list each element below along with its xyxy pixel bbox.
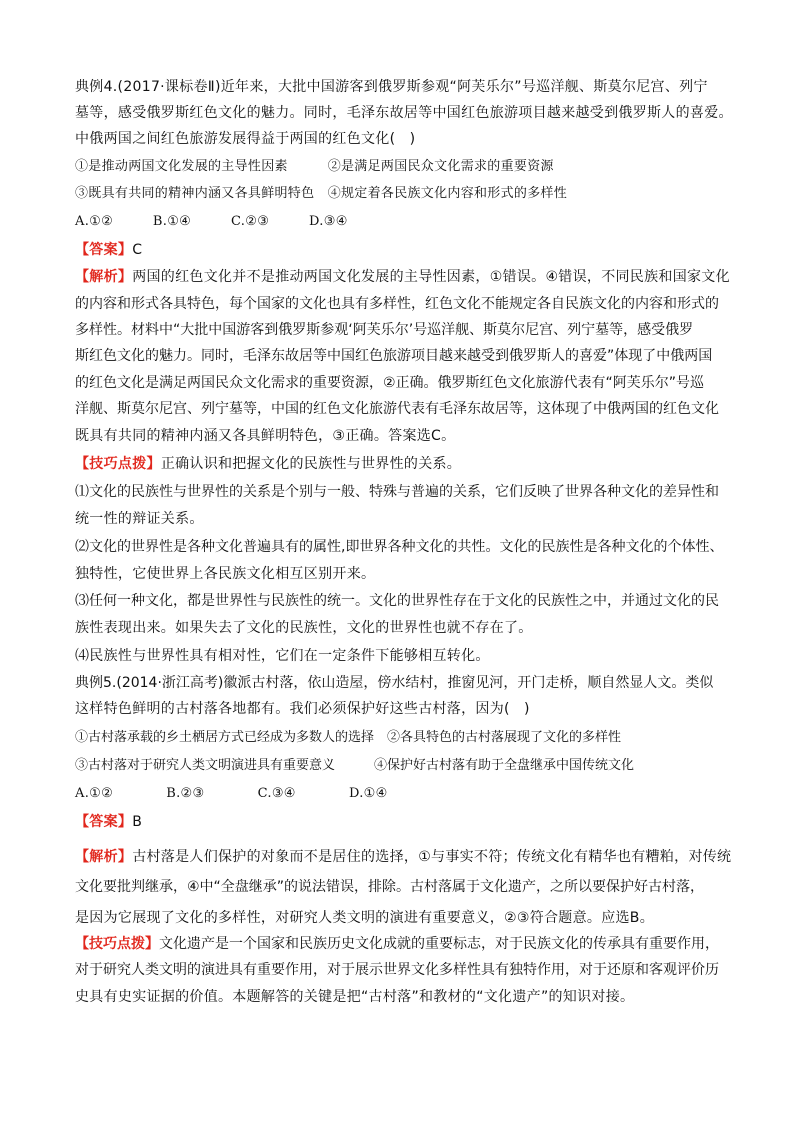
- example-5-question-line-2: 这样特色鲜明的古村落各地都有。我们必须保护好这些古村落，因为( ): [75, 701, 530, 717]
- example-5-answer: [75, 813, 142, 831]
- example-4-analysis-line-4: 斯红色文化的魅力。同时，毛泽东故居等中国红色旅游项目越来越受到俄罗斯人的喜爱”体现了中俄两国: [75, 348, 713, 364]
- example-4-tips-line-4: 独特性，它使世界上各民族文化相互区别开来。: [75, 566, 376, 582]
- example-5-tips-line-1: [75, 935, 719, 953]
- example-4-analysis-line-1: [75, 268, 730, 286]
- answer-value: C: [132, 242, 143, 258]
- tips-tag: 【技巧点拨】: [75, 936, 159, 952]
- tips-text: 文化遗产是一个国家和民族历史文化成就的重要标志，对于民族文化的传承具有重要作用，: [159, 936, 719, 952]
- example-4-tips-line-6: 族性表现出来。如果失去了文化的民族性，文化的世界性也就不存在了。: [75, 620, 533, 636]
- example-4-tips-line-7: ⑷民族性与世界性具有相对性，它们在一定条件下能够相互转化。: [75, 648, 490, 664]
- example-5-tips-line-2: 对于研究人类文明的演进具有重要作用，对于展示世界文化多样性具有独特作用，对于还原和客观评价历: [75, 962, 719, 978]
- example-4-tips-line-3: ⑵文化的世界性是各种文化普遍具有的属性,即世界各种文化的共性。文化的民族性是各种文化的个体性、: [75, 539, 724, 555]
- example-5-question-line-1: 典例5.(2014·浙江高考)徽派古村落，依山造屋，傍水结村，推窗见河，开门走桥，顺自然显人文。类似: [75, 675, 714, 691]
- example-4-question-line-2: 墓等，感受俄罗斯红色文化的魅力。同时，毛泽东故居等中国红色旅游项目越来越受到俄罗斯人的喜爱。: [75, 105, 733, 121]
- answer-tag: 【答案】: [75, 242, 133, 258]
- analysis-tag: 【解析】: [75, 849, 133, 865]
- example-4-tips-line-5: ⑶任何一种文化，都是世界性与民族性的统一。文化的世界性存在于文化的民族性之中，并通过文化的民: [75, 593, 719, 609]
- analysis-tag: 【解析】: [75, 269, 133, 285]
- example-4-analysis-line-5: 的红色文化是满足两国民众文化需求的重要资源，②正确。俄罗斯红色文化旅游代表有“阿芙乐尔”号巡: [75, 375, 705, 391]
- example-4-answer: [75, 241, 142, 259]
- analysis-text: 两国的红色文化并不是推动两国文化发展的主导性因素，①错误。④错误，不同民族和国家文化: [132, 269, 730, 285]
- example-4-analysis-line-7: 既具有共同的精神内涵又各具鲜明特色，③正确。答案选C。: [75, 428, 456, 444]
- answer-tag: 【答案】: [75, 814, 133, 830]
- example-4-choices: A.①② B.①④ C.②③ D.③④: [75, 214, 348, 229]
- example-5-tips-line-3: 史具有史实证据的价值。本题解答的关键是把“古村落”和教材的“文化遗产”的知识对接。: [75, 989, 635, 1005]
- example-4-question-line-3: 中俄两国之间红色旅游发展得益于两国的红色文化( ): [75, 131, 416, 147]
- example-4-tips-line-2: 统一性的辩证关系。: [75, 511, 204, 527]
- example-5-analysis-line-2: 文化要批判继承，④中“全盘继承”的说法错误，排除。古村落属于文化遗产，之所以要保护好古村落，: [75, 879, 705, 895]
- tips-text: 正确认识和把握文化的民族性与世界性的关系。: [160, 456, 462, 472]
- example-4-tips-line-1: ⑴文化的民族性与世界性的关系是个别与一般、特殊与普遍的关系，它们反映了世界各种文化的差异性和: [75, 484, 719, 500]
- example-5-options-line-1: ①古村落承载的乡土栖居方式已经成为多数人的选择 ②各具特色的古村落展现了文化的多样性: [75, 730, 622, 745]
- analysis-text: 古村落是人们保护的对象而不是居住的选择，①与事实不符；传统文化有精华也有糟粕，对传统: [132, 849, 732, 865]
- example-4-analysis-line-2: 的内容和形式各具特色，每个国家的文化也具有多样性，红色文化不能规定各自民族文化的内容和形式的: [75, 296, 719, 312]
- example-4-question-line-1: 典例4.(2017·课标卷Ⅱ)近年来，大批中国游客到俄罗斯参观“阿芙乐尔”号巡洋舰、斯莫尔尼宫、列宁: [75, 79, 708, 95]
- example-5-options-line-2: ③古村落对于研究人类文明演进具有重要意义 ④保护好古村落有助于全盘继承中国传统文化: [75, 758, 635, 773]
- example-5-choices: A.①② B.②③ C.③④ D.①④: [75, 786, 388, 801]
- example-4-analysis-line-6: 洋舰、斯莫尔尼宫、列宁墓等，中国的红色文化旅游代表有毛泽东故居等，这体现了中俄两国的红色文化: [75, 401, 719, 417]
- example-5-analysis-line-3: 是因为它展现了文化的多样性，对研究人类文明的演进有重要意义，②③符合题意。应选B。: [75, 910, 655, 926]
- answer-value: B: [132, 814, 143, 830]
- tips-tag: 【技巧点拨】: [75, 456, 161, 472]
- example-4-options-line-2: ③既具有共同的精神内涵又各具鲜明特色 ④规定着各民族文化内容和形式的多样性: [75, 186, 568, 201]
- example-4-analysis-line-3: 多样性。材料中“大批中国游客到俄罗斯参观‘阿芙乐尔’号巡洋舰、斯莫尔尼宫、列宁墓等，感受俄罗: [75, 322, 694, 338]
- example-4-options-line-1: ①是推动两国文化发展的主导性因素 ②是满足两国民众文化需求的重要资源: [75, 159, 554, 174]
- example-4-tips-line-0: [75, 455, 461, 473]
- example-5-analysis-line-1: [75, 848, 731, 866]
